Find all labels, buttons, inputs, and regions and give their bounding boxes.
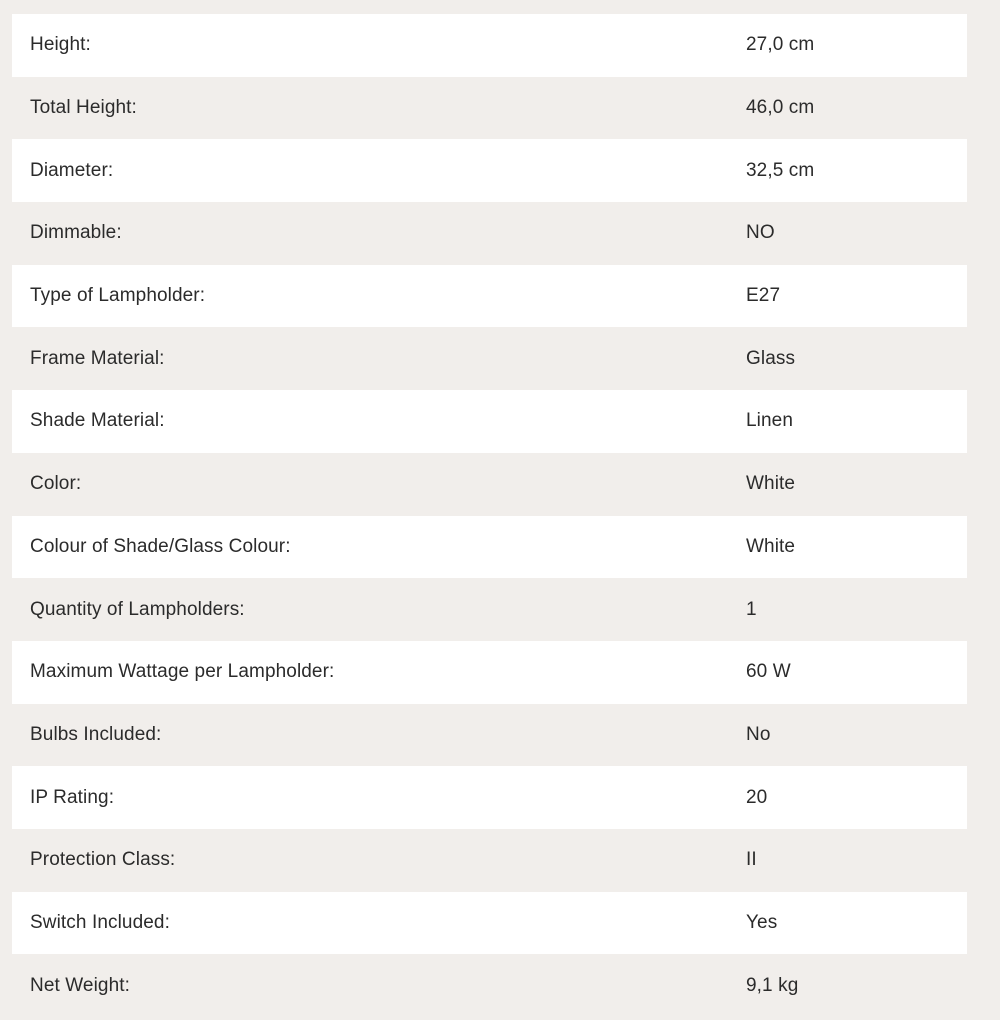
spec-value: 32,5 cm [746, 159, 815, 181]
spec-label: Quantity of Lampholders: [30, 598, 245, 620]
spec-label: Colour of Shade/Glass Colour: [30, 535, 291, 557]
spec-row-total-height [12, 77, 967, 140]
spec-value: Glass [746, 347, 796, 369]
spec-row-height [12, 14, 967, 77]
spec-value: 27,0 cm [746, 34, 815, 56]
spec-label: Maximum Wattage per Lampholder: [30, 661, 335, 683]
spec-label: Color: [30, 473, 82, 495]
spec-value: 20 [746, 786, 768, 808]
spec-label: Shade Material: [30, 410, 165, 432]
spec-label: Dimmable: [30, 222, 122, 244]
spec-label: Diameter: [30, 159, 114, 181]
spec-label: Total Height: [30, 97, 137, 119]
spec-value: Linen [746, 410, 793, 432]
spec-value: NO [746, 222, 775, 244]
spec-row-protection-class [12, 829, 967, 892]
spec-value: White [746, 473, 796, 495]
spec-value: No [746, 723, 771, 745]
spec-label: Protection Class: [30, 849, 176, 871]
spec-value: 46,0 cm [746, 97, 815, 119]
spec-row-ip-rating [12, 766, 967, 829]
spec-label: Height: [30, 34, 91, 56]
spec-row-frame-material [12, 327, 967, 390]
spec-row-lampholder-type [12, 265, 967, 328]
spec-row-shade-colour [12, 516, 967, 579]
spec-value: II [746, 849, 757, 871]
spec-label: Type of Lampholder: [30, 285, 206, 307]
spec-row-diameter [12, 139, 967, 202]
spec-value: 1 [746, 598, 757, 620]
spec-value: Yes [746, 911, 778, 933]
spec-label: Bulbs Included: [30, 723, 162, 745]
spec-label: Net Weight: [30, 974, 131, 996]
spec-row-net-weight [12, 954, 967, 1017]
spec-row-shade-material [12, 390, 967, 453]
spec-value: White [746, 535, 796, 557]
spec-row-dimmable [12, 202, 967, 265]
spec-value: 60 W [746, 661, 791, 683]
spec-label: IP Rating: [30, 786, 115, 808]
spec-row-lampholder-quantity [12, 578, 967, 641]
spec-row-switch-included [12, 892, 967, 955]
spec-row-bulbs-included [12, 704, 967, 767]
spec-value: E27 [746, 285, 781, 307]
specifications-table [12, 14, 967, 1017]
spec-value: 9,1 kg [746, 974, 799, 996]
spec-row-color [12, 453, 967, 516]
spec-label: Switch Included: [30, 911, 170, 933]
spec-row-max-wattage [12, 641, 967, 704]
spec-label: Frame Material: [30, 347, 165, 369]
